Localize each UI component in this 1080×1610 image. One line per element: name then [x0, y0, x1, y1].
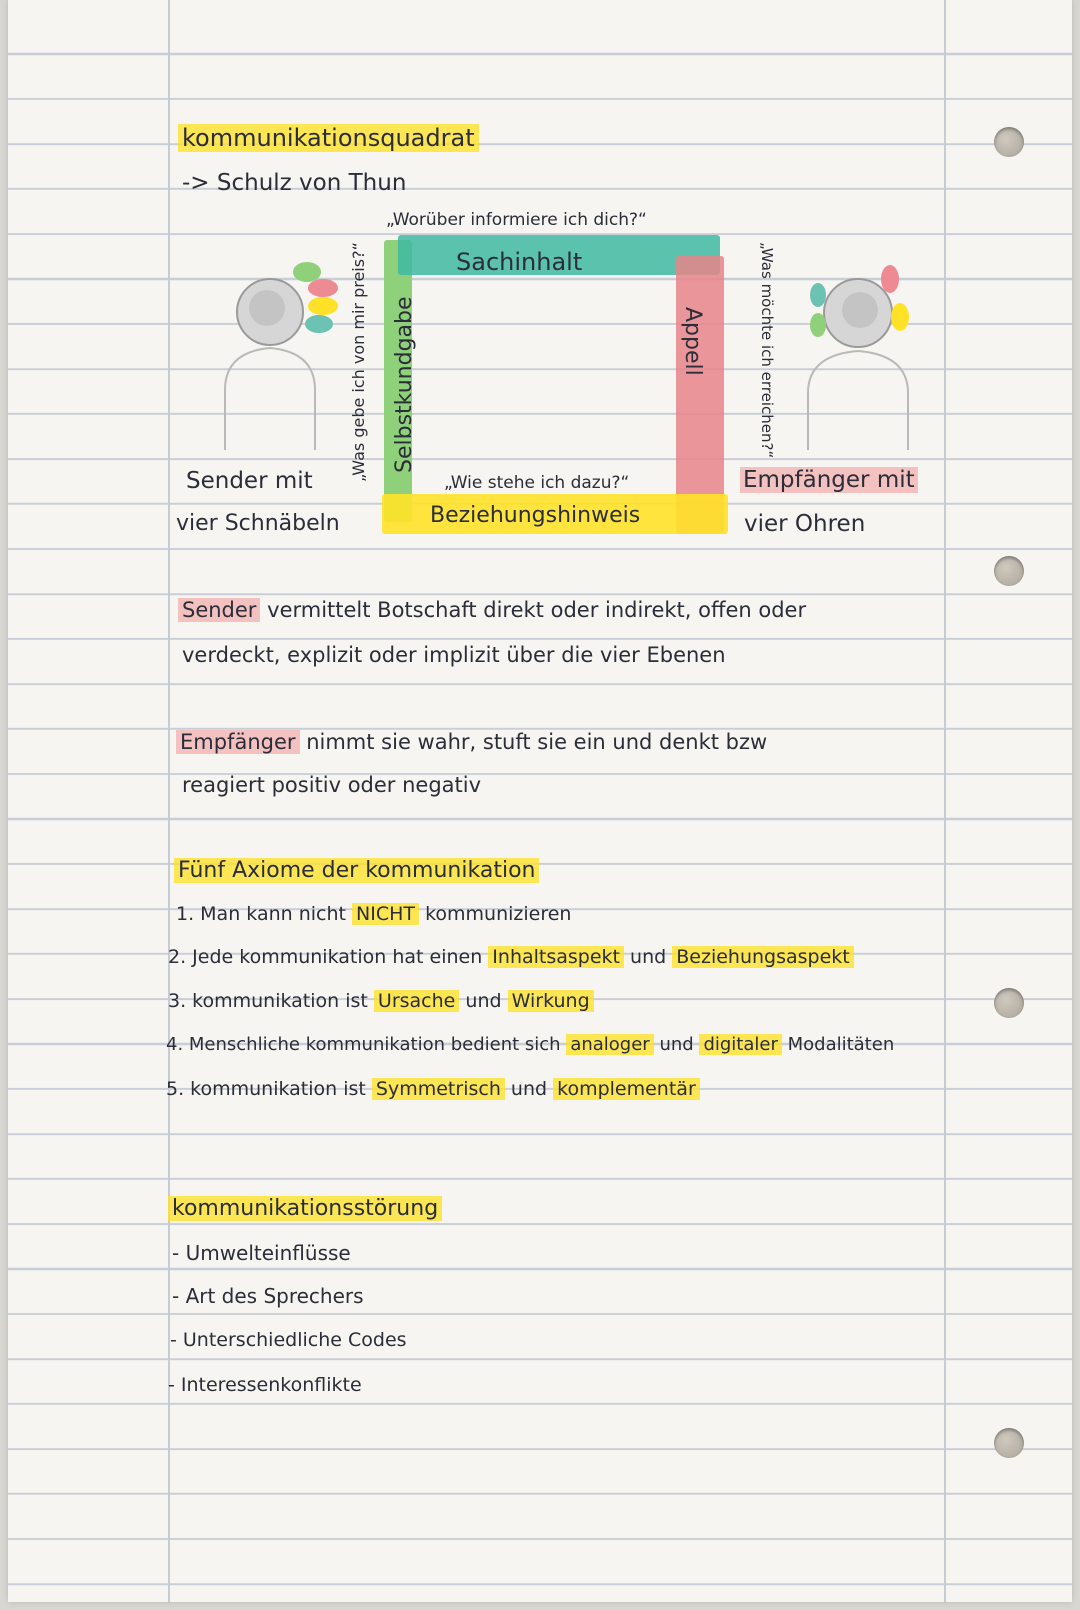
axioms-heading: Fünf Axiome der kommunikation — [174, 858, 539, 883]
receiver-paragraph-line-2: reagiert positiv oder negativ — [182, 773, 482, 797]
sachinhalt-label: Sachinhalt — [456, 248, 583, 276]
axiom-4: 4. Menschliche kommunikation bedient sich analoger und digitaler Modalitäten — [166, 1034, 895, 1055]
axiom-3: 3. kommunikation ist Ursache und Wirkung — [168, 990, 594, 1012]
punch-hole — [994, 1428, 1024, 1458]
disruption-item: - Unterschiedliche Codes — [170, 1329, 407, 1351]
sender-paragraph-line-1: Sender vermittelt Botschaft direkt oder indirekt, offen oder — [178, 598, 806, 622]
punch-hole — [994, 556, 1024, 586]
axiom-1: 1. Man kann nicht NICHT kommunizieren — [176, 903, 572, 925]
receiver-figure — [790, 255, 940, 455]
axiom-2: 2. Jede kommunikation hat einen Inhaltsaspekt und Beziehungsaspekt — [168, 946, 854, 968]
receiver-label-1: Empfänger mit — [740, 467, 918, 493]
sender-figure — [215, 250, 355, 450]
left-margin-line — [168, 0, 170, 1602]
selbstkundgabe-label: Selbstkundgabe — [392, 296, 417, 473]
receiver-paragraph-line-1: Empfänger nimmt sie wahr, stuft sie ein und denkt bzw — [176, 730, 767, 754]
right-margin-line — [944, 0, 946, 1602]
disruption-item: - Interessenkonflikte — [168, 1374, 362, 1396]
receiver-label-2: vier Ohren — [744, 511, 866, 537]
subtitle: -> Schulz von Thun — [182, 170, 407, 196]
page-title: kommunikationsquadrat — [178, 124, 479, 152]
sender-paragraph-line-2: verdeckt, explizit oder implizit über die vier Ebenen — [182, 643, 726, 667]
disruption-item: - Art des Sprechers — [172, 1284, 364, 1308]
sender-label-2: vier Schnäbeln — [176, 511, 340, 536]
left-question: „Was gebe ich von mir preis?“ — [349, 242, 368, 482]
disruption-heading: kommunikationsstörung — [168, 1196, 442, 1221]
disruption-item: - Umwelteinflüsse — [172, 1241, 351, 1265]
axiom-5: 5. kommunikation ist Symmetrisch und komplementär — [166, 1078, 700, 1100]
appell-label: Appell — [680, 307, 705, 376]
sender-label-1: Sender mit — [186, 468, 313, 494]
punch-hole — [994, 988, 1024, 1018]
punch-hole — [994, 127, 1024, 157]
beziehung-label: Beziehungshinweis — [430, 503, 641, 528]
bottom-question: „Wie stehe ich dazu?“ — [444, 473, 630, 493]
top-question: „Worüber informiere ich dich?“ — [386, 210, 647, 230]
right-question: „Was möchte ich erreichen?“ — [758, 242, 776, 459]
